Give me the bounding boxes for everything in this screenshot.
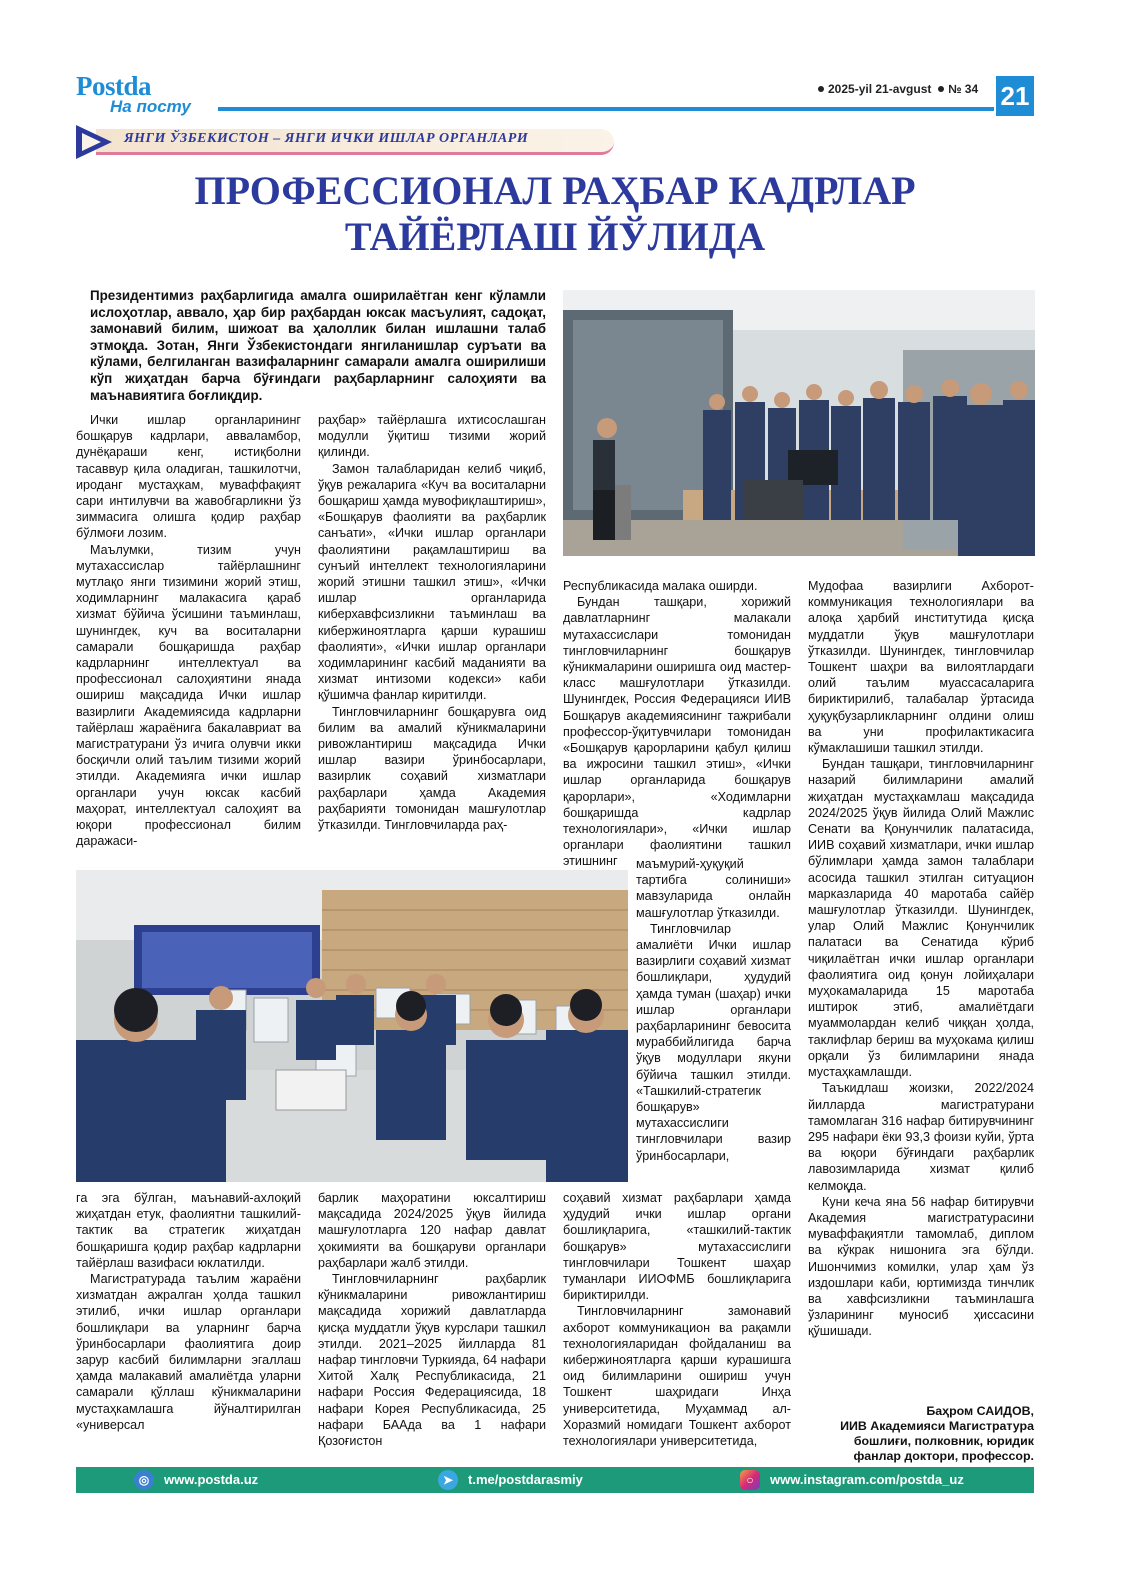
paragraph: Мудофаа вазирлиги Ахборот-коммуникация технологиялари ва алоқа ҳарбий институтида қисқа муддатли ўқув машғулотлари ўтказилди. Шунингдек, тингловчилар Тошкент шаҳри ва вилоятлардаги олий таълим муассасаларига бириктирилиб, талабалар ўртасида ҳуқуқбузарликларнинг олдини олиш ва уни профилактикасига кўмаклашиши ташкил этилди. [808, 579, 1034, 756]
paragraph: Магистратурада таълим жараёни хизматдан ажралган ҳолда ташкил этилиб, ички ишлар органлари бошлиқлари ва уларнинг барча ўринбосарлари фаолиятига доир зарур касбий билимларни эгаллаш ҳамда малакавий амалиётда уларни самарали қўллаш кўникмаларини мустаҳкамлашга йўналтирилган «универсал [76, 1272, 301, 1432]
headline-line-1: ПРОФЕССИОНАЛ РАҲБАР КАДРЛАР [194, 168, 916, 213]
author-name: Баҳром САИДОВ, [926, 1404, 1034, 1418]
paragraph: га эга бўлган, маънавий-ахлоқий жиҳатдан етук, фаолиятни ташкилий-тактик ва стратегик жиҳатдан бошқаришга қодир раҳбар кадрларни тайёрлаш вазифаси юклатилди. [76, 1191, 301, 1270]
photo-lecture [563, 290, 1035, 556]
author-title-3: фанлар доктори, профессор. [853, 1449, 1034, 1463]
footer-instagram-link[interactable]: www.instagram.com/postda_uz [770, 1472, 964, 1487]
author-title-2: бошлиғи, полковник, юридик [853, 1434, 1034, 1448]
paragraph: Куни кеча яна 56 нафар битирувчи Академия магистратурасини муваффақиятли тамомлаб, диплом ва кўкрак нишонига эга бўлди. Ишончимиз комилки, улар ҳам ўз издошлари каби, юртимизда тинчлик ва хавфсизликни таъминлашга ўзларининг муносиб ҳиссасини қўшишади. [808, 1194, 1034, 1339]
footer-instagram[interactable] [740, 1470, 964, 1490]
column-3-bottom [563, 1190, 791, 1449]
photo-computer-class [76, 870, 628, 1182]
rubric [76, 125, 616, 159]
bullet-icon [938, 86, 944, 92]
paragraph: соҳавий хизмат раҳбарлари ҳамда ҳудудий ички ишлар органи бошлиқларига, «ташкилий-тактик бошқарув» мутахассислиги тингловчилари Тошкент шаҳар туманлари ИИОФМБ бошлиқларига бириктирилди. [563, 1191, 791, 1303]
page-number: 21 [996, 76, 1034, 116]
author-signature [800, 1404, 1034, 1464]
paragraph: Замон талабларидан келиб чиқиб, ўқув режаларига «Куч ва воситаларни бошқариш ҳамда мувофиқлаштириш», «Бошқарув фаолияти ва раҳбарлик санъати», «Ички ишлар органлари фаолиятини рақамлаштириш ва сунъий интеллект технологияларини жорий этишни ташкил этиш», «Ички ишлар органларида киберхавфсизликни таъминлаш ва кибержиноятларга қарши курашиш фаолияти», «Ички ишлар органлари ходимларининг касбий маданияти ва хизмат интизоми кодекси» каби қўшимча фанлар киритилди. [318, 461, 546, 703]
column-3-mid [636, 856, 791, 1164]
paragraph: Бундан ташқари, тингловчиларнинг назарий билимларини амалий жиҳатдан мустаҳкамлаш мақсадида 2024/2025 ўқув йилида Олий Мажлис Сенати ва Қонунчилик палатасида, ИИВ соҳавий хизматлари, ички ишлар бўлимлари ҳамда замон талаблари асосида ташкил этилган ситуацион марказларида 40 маротаба сайёр машғулотлар ўтказилди. Шунингдек, улар Олий Мажлис Қонунчилик палатаси ва Сенатида кўриб чиқилаётган ички ишлар органлари фаолиятига оид қонун лойиҳалари муҳокамаларида 15 маротаба иштирок этиб, амалиётдаги муаммолардан келиб чиққан ҳолда, таклифлар бериш ва муҳокама қилиш орқали ўз билимларини янада мустаҳкамлашди. [808, 757, 1034, 1080]
logo-postda: Postda [76, 71, 152, 101]
footer-site[interactable] [134, 1470, 258, 1490]
column-3-top [563, 578, 791, 870]
issue-info [818, 82, 978, 96]
paragraph: маъмурий-ҳуқуқий тартибга солиниши» мавзуларида онлайн машғулотлар ўтказилди. [636, 857, 791, 920]
footer-site-link[interactable]: www.postda.uz [164, 1472, 259, 1487]
paragraph: Тингловчиларнинг раҳбарлик кўникмаларини ривожлантириш мақсадида хорижий давлатларда қисқа муддатли ўқув курслари ташкил этилди. 2021–2025 йилларда 81 нафар тингловчи Туркияда, 64 нафари Хитой Халқ Республикасида, 21 нафари Россия Федерациясида, 18 нафари Корея Республикасида, 25 нафари БААда ва 1 нафари Қозоғистон [318, 1272, 546, 1449]
bullet-icon [818, 86, 824, 92]
paragraph: Ички ишлар органларининг бошқарув кадрлари, авваламбор, дунёқараши кенг, истиқболни тасаввур қила оладиган, ташкилотчи, ироданг мустаҳкам, муваффақият сари интилувчи ва жавобгарликни ўз зиммасига олишга қодир раҳбар бўлмоғи лозим. [76, 413, 301, 541]
column-1-top [76, 412, 301, 849]
issue-date: 2025-yil 21-avgust [828, 82, 932, 96]
rubric-text: ЯНГИ ЎЗБЕКИСТОН – ЯНГИ ИЧКИ ИШЛАР ОРГАНЛАРИ [124, 131, 529, 146]
photo-computer-class-image [76, 870, 628, 1182]
paragraph: Маълумки, тизим учун мутахассислар тайёрлашнинг мутлақо янги тизимини жорий этиш, ходимларнинг малакасига қараб хизмат бўйича ўсишини таъминлаш, шунингдек, куч ва воситаларни самарали бошқаришда раҳбар кадрларнинг интеллектуал ва профессионал салоҳиятини янада ошириш мақсадида Ички ишлар вазирлиги Академиясида кадрларни тайёрлаш жараёнига бакалавриат ва магистратурани ўз ичига олувчи икки босқичли олий таълим тизими жорий этилди. Академияга ички ишлар органлари учун юксак касбий маҳорат, интеллектуал салоҳият ва юқори профессионал билим даражаси- [76, 542, 301, 849]
column-1-bottom [76, 1190, 301, 1433]
article-headline [76, 168, 1034, 260]
paragraph: Тингловчиларнинг замонавий ахборот коммуникацион ва рақамли технологияларидан фойдаланиш ва кибержиноятларга қарши курашишга оид билимларини ошириш учун Тошкент шаҳридаги Инҳа университетида, Муҳаммад ал-Хоразмий номидаги Тошкент ахборот технологиялари университетида, [563, 1304, 791, 1449]
article-lead: Президентимиз раҳбарлигида амалга оширилаётган кенг кўламли ислоҳотлар, аввало, ҳар бир раҳбардан юксак масъулият, садоқат, замонавий билим, шижоат ва ҳалоллик билан ишлашни талаб этмоқда. Зотан, Янги Ўзбекистондаги янгиланишлар суръати ва кўлами, белгиланган вазифаларнинг самарали амалга оширилиши кўп жиҳатдан барча бўғиндаги раҳбарларнинг салоҳияти ва маънавиятига боғлиқдир. [90, 288, 546, 403]
telegram-icon: ➤ [438, 1470, 458, 1490]
column-2-bottom [318, 1190, 546, 1449]
paragraph: Тингловчилар амалиёти Ички ишлар вазирлиги соҳавий хизмат бошлиқлари, ҳудудий ҳамда туман (шаҳар) ички ишлар органлари раҳбарларининг бевосита мураббийлигида барча ўқув модуллари якуни бўйича ташкил этилди. «Ташкилий-стратегик бошқарув» мутахассислиги тингловчилари вазир ўринбосарлари, [636, 921, 791, 1163]
column-2-top [318, 412, 546, 833]
column-4 [808, 578, 1034, 1340]
paragraph: Республикасида малака оширди. [563, 579, 758, 593]
issue-number: № 34 [948, 82, 979, 96]
paragraph: Бундан ташқари, хорижий давлатларнинг малакали мутахассислари томонидан тингловчиларнинг бошқарув кўникмаларини оширишга оид мастер-класс машғулотлари ўтказилди. Шунингдек, Россия Федерацияси ИИВ Бошқарув академиясининг тажрибали профессор-ўқитувчилари томонидан «Бошқарув қарорларини қабул қилиш ва ижросини ташкил этиш», «Ички ишлар органларида бошқарув қарорлари», «Ходимларни бошқаришда кадрлар технологиялари», «Ички ишлар органлари фаолиятини ташкил этишнинг [563, 595, 791, 869]
footer-telegram[interactable] [438, 1470, 583, 1490]
paragraph: раҳбар» тайёрлашга ихтисослашган модулли ўқитиш тизими жорий қилинди. [318, 413, 546, 460]
author-title-1: ИИВ Академияси Магистратура [840, 1419, 1034, 1433]
masthead-logo [76, 71, 216, 120]
logo-na-postu: На посту [110, 97, 191, 116]
headline-line-2: ТАЙЁРЛАШ ЙЎЛИДА [344, 214, 766, 259]
paragraph: Таъкидлаш жоизки, 2022/2024 йилларда магистратурани тамомлаган 316 нафар битирувчининг 295 нафари ёки 93,3 фоизи куйи, ўрта ва юқори бўғиндаги раҳбарлик лавозимларида хизмат қилиб келмоқда. [808, 1081, 1034, 1193]
globe-icon: ◎ [134, 1470, 154, 1490]
triangle-inner-icon [82, 133, 101, 151]
paragraph: барлик маҳоратини юксалтириш мақсадида 2024/2025 ўқув йилида машғулотларга 120 нафар давлат ҳокимияти ва бошқаруви органлари раҳбарлари жалб этилди. [318, 1191, 546, 1270]
header-rule [218, 107, 994, 111]
photo-lecture-image [563, 290, 1035, 556]
footer-bar [76, 1467, 1034, 1493]
paragraph: Тингловчиларнинг бошқарувга оид билим ва амалий кўникмаларини ривожлантириш мақсадида Ички ишлар вазири ўринбосарлари, вазирлик соҳавий хизматлари раҳбарлари ҳамда Академия раҳбарияти томонидан машғулотлар ўтказилди. Тингловчиларда раҳ- [318, 704, 546, 833]
footer-telegram-link[interactable]: t.me/postdarasmiy [468, 1472, 583, 1487]
instagram-icon: ○ [740, 1470, 760, 1490]
